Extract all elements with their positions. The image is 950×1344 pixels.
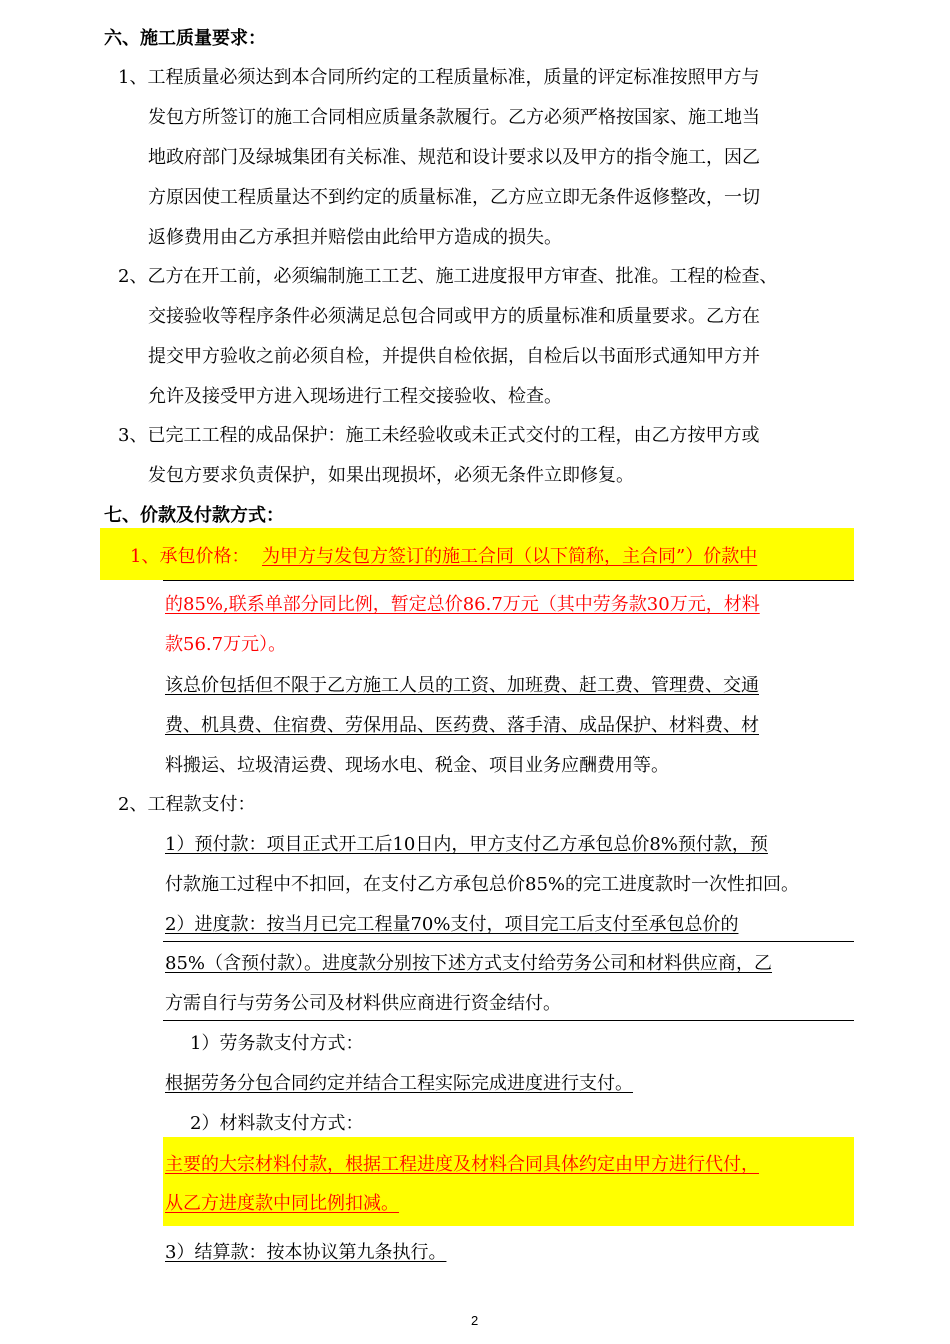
sec6-item3-line: 发包方要求负责保护，如果出现损坏，必须无条件立即修复。 [148,465,634,486]
material-text-line: 主要的大宗材料付款，根据工程进度及材料合同具体约定由甲方进行代付， [165,1154,759,1175]
prepay-line: 1）预付款：项目正式开工后10日内，甲方支付乙方承包总价8%预付款，预 [165,834,768,855]
material-text-line: 从乙方进度款中同比例扣减。 [165,1193,399,1214]
rule-line [163,580,854,581]
page-number: 2 [471,1313,479,1328]
sec6-item2-line: 允许及接受甲方进入现场进行工程交接验收、检查。 [148,386,562,407]
settlement-line: 3）结算款：按本协议第九条执行。 [165,1242,447,1263]
material-title: 2）材料款支付方式： [190,1113,364,1134]
price-desc-line: 该总价包括但不限于乙方施工人员的工资、加班费、赶工费、管理费、交通 [165,675,759,696]
sec6-item2-line: 交接验收等程序条件必须满足总包合同或甲方的质量标准和质量要求。乙方在 [148,306,760,327]
sec6-item1-line: 发包方所签订的施工合同相应质量条款履行。乙方必须严格按国家、施工地当 [148,107,760,128]
price-label: 1、承包价格： [130,546,250,567]
progress-line: 2）进度款：按当月已完工程量70%支付，项目完工后支付至承包总价的 [165,914,739,935]
sec6-item2-line: 提交甲方验收之前必须自检，并提供自检依据，自检后以书面形式通知甲方并 [148,346,760,367]
progress-line: 方需自行与劳务公司及材料供应商进行资金结付。 [165,993,561,1014]
prepay-line: 付款施工过程中不扣回，在支付乙方承包总价85%的完工进度款时一次性扣回。 [165,874,800,895]
price-text-line: 款56.7万元）。 [165,634,287,655]
sec6-item2-line: 2、乙方在开工前，必须编制施工工艺、施工进度报甲方审查、批准。工程的检查、 [118,266,778,287]
sec6-item3-line: 3、已完工工程的成品保护：施工未经验收或未正式交付的工程，由乙方按甲方或 [118,425,760,446]
progress-line: 85%（含预付款）。进度款分别按下述方式支付给劳务公司和材料供应商，乙 [165,953,773,974]
section-7-title: 七、价款及付款方式： [104,505,284,526]
labor-text: 根据劳务分包合同约定并结合工程实际完成进度进行支付。 [165,1073,633,1094]
section-6-title: 六、施工质量要求： [104,28,266,49]
payment-label: 2、工程款支付： [118,794,256,815]
sec6-item1-line: 1、工程质量必须达到本合同所约定的工程质量标准，质量的评定标准按照甲方与 [118,67,760,88]
price-text-line: 的85%,联系单部分同比例，暂定总价86.7万元（其中劳务款30万元，材料 [165,594,760,615]
sec6-item1-line: 地政府部门及绿城集团有关标准、规范和设计要求以及甲方的指令施工，因乙 [148,147,760,168]
sec6-item1-line: 返修费用由乙方承担并赔偿由此给甲方造成的损失。 [148,227,562,248]
price-desc-line: 费、机具费、住宿费、劳保用品、医药费、落手清、成品保护、材料费、材 [165,715,759,736]
labor-title: 1）劳务款支付方式： [190,1033,364,1054]
sec6-item1-line: 方原因使工程质量达不到约定的质量标准，乙方应立即无条件返修整改，一切 [148,187,760,208]
rule-line [163,1020,854,1021]
price-desc-line: 料搬运、垃圾清运费、现场水电、税金、项目业务应酬费用等。 [165,755,669,776]
price-text-line: 为甲方与发包方签订的施工合同（以下简称，主合同”）价款中 [262,546,758,567]
rule-line [163,941,854,942]
